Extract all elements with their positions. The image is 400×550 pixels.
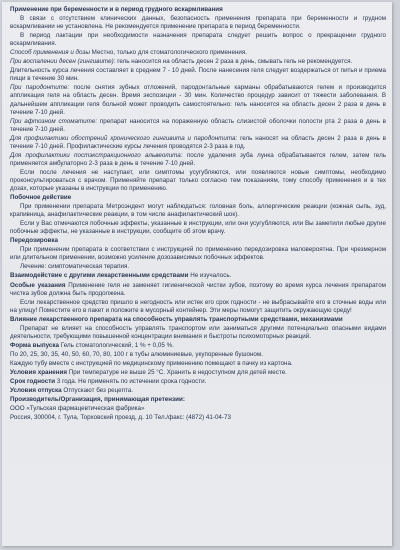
interaction-paragraph: Взаимодействие с другими лекарственными средствами Не изучалось.	[10, 272, 232, 280]
consult-paragraph: Если после лечения не наступает, или симптомы усугубляются, или появляются новые симптомы, необходимо проконсультироваться с врачом. Применяйте препарат только согласно тем показаниям, тому способу применения и в тех дозах, которые указаны в инструкции по применению.	[10, 168, 386, 192]
disposal-paragraph: Если лекарственное средство пришло в негодность или истек его срок годности - не выбрасывайте его в сточные воды или на улицу! Поместите его в пакет и положите в мусорный контейнер. Эти меры помогут защитить окружающую среду!	[10, 298, 386, 314]
alveolitis-paragraph: Для профилактики постэкстракционного альвеолита: после удаления зуба лунка обрабатывается гелем, затем гель применяется амбулаторно 2-3 раза в день в течение 7-10 дней.	[10, 151, 386, 167]
manufacturer-name: ООО «Тульская фармацевтическая фабрика»	[10, 405, 145, 413]
dosage-heading: Способ применения и дозы	[10, 49, 90, 57]
shelf-life-paragraph: Срок годности 3 года. Не применять по истечении срока годности.	[10, 378, 207, 386]
lactation-paragraph: В период лактации при необходимости назначения препарата следует решить вопрос о прекращении грудного вскармливания.	[10, 32, 386, 48]
overdose-treatment: Лечение: симптоматическая терапия.	[20, 263, 130, 271]
side-effects-heading: Побочное действие	[10, 194, 72, 202]
shelf-life-heading: Срок годности	[10, 378, 56, 386]
leaflet-page	[2, 2, 392, 546]
side-effects-report-paragraph: Если у Вас отмечаются побочные эффекты, указанные в инструкции, или они усугубляются, или Вы заметили любые другие побочные эффекты, не указанные в инструкции, сообщите об этом врачу.	[10, 220, 386, 236]
dispense-paragraph: Условия отпуска Отпускают без рецепта.	[10, 387, 133, 395]
prophylaxis-paragraph: Для профилактики обострений хронического гингивита и пародонтита: гель наносят на область десен 2 раза в день в течение 7-10 дней. Профилактические курсы лечения проводятся 2-3 раза в год.	[10, 134, 386, 150]
leaflet-text	[10, 6, 386, 422]
special-paragraph: Особые указания Применение геля не заменяет гигиенической чистки зубов, поэтому во время курса лечения препаратом чистка зубов должна быть продолжена.	[10, 281, 386, 297]
storage-heading: Условия хранения	[10, 368, 68, 376]
form-heading: Форма выпуска	[10, 341, 59, 349]
storage-paragraph: Условия хранения При температуре не выше 25 °С. Хранить в недоступном для детей месте.	[10, 368, 287, 376]
package-contents-paragraph: Каждую тубу вместе с инструкцией по медицинскому применению помещают в пачку из картона.	[10, 359, 293, 367]
packaging-paragraph: По 20, 25, 30, 35, 40, 50, 60, 70, 80, 100 г в тубы алюминиевые, укупоренные бушоном.	[10, 350, 263, 358]
manufacturer-address: Россия, 300004, г. Тула, Торховский проезд, д. 10 Тел./факс: (4872) 41-04-73	[10, 414, 231, 422]
special-heading: Особые указания	[10, 281, 66, 289]
overdose-paragraph: При применении препарата в соответствии с инструкцией по применению передозировка маловероятна. При чрезмерном или длительном применении, возможно усиление дозозависимых побочных эффектов.	[10, 246, 386, 262]
form-paragraph: Форма выпуска Гель стоматологический, 1 % + 0,05 %.	[10, 341, 174, 349]
driving-paragraph: Препарат не влияет на способность управлять транспортом или заниматься другими потенциально опасными видами деятельности, требующими повышенной концентрации внимания и быстроты психомоторных реакций.	[10, 324, 386, 340]
dosage-paragraph: Способ применения и дозы Местно, только для стоматологического применения.	[10, 49, 248, 57]
gingivitis-paragraph: При воспалении десен (гингивите): гель наносится на область десен 2 раза в день, смывать гель не рекомендуется.	[10, 58, 353, 66]
pregnancy-paragraph: В связи с отсутствием клинических данных, безопасность применения препарата при беременности и грудном вскармливании не установлена. Не рекомендуется применение препарата в период беременности.	[10, 15, 386, 31]
periodontitis-paragraph: При пародонтите: после снятия зубных отложений, пародонтальные карманы обрабатываются гелем и производится аппликация геля на область десен. Время экспозиции - 30 мин. Количество процедур зависит от тяжести заболевания. В дальнейшем аппликации геля больной может проводить самостоятельно: гель наносится на область десен 2 раза в день в течение 7-10 дней.	[10, 84, 386, 116]
interaction-heading: Взаимодействие с другими лекарственными средствами	[10, 272, 189, 280]
driving-heading: Влияние лекарственного препарата на способность управлять транспортными средствами, механизмами	[10, 315, 343, 323]
pregnancy-heading: Применение при беременности и в период грудного вскармливания	[10, 6, 223, 13]
overdose-heading: Передозировка	[10, 237, 58, 245]
manufacturer-heading: Производитель/Организация, принимающая претензии:	[10, 396, 185, 404]
dispense-heading: Условия отпуска	[10, 387, 62, 395]
course-paragraph: Длительность курса лечения составляет в среднем 7 - 10 дней. После нанесения геля следует воздержаться от питья и приема пищи в течение 30 мин.	[10, 67, 386, 83]
side-effects-paragraph: При применении препарата Метроэндент могут наблюдаться: головная боль, аллергические реакции (кожная сыпь, зуд, крапивница, анафилактические реакции, в том числе анафилактический шок).	[10, 203, 386, 219]
stomatitis-paragraph: При афтозном стоматите: препарат наносится на пораженную область слизистой оболочки полости рта 2 раза в день в течение 7-10 дней.	[10, 117, 386, 133]
